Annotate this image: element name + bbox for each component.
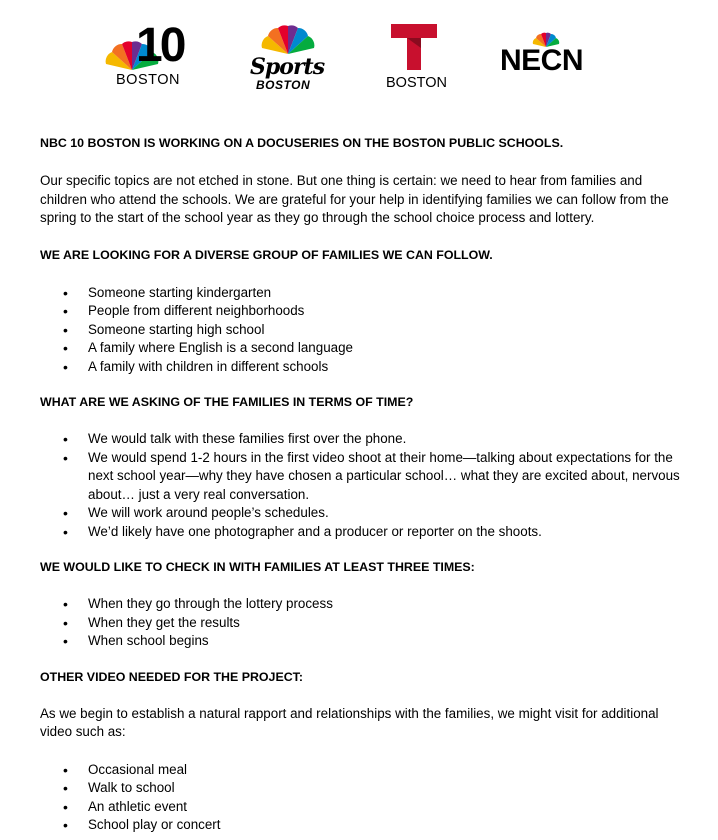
list-item: • Someone starting kindergarten xyxy=(40,284,680,303)
other-video-paragraph: As we begin to establish a natural rapport and relationships with the families, we might visit for additional video such as: xyxy=(40,705,659,739)
list-item: • We’d likely have one photographer and a producer or reporter on the shoots. xyxy=(40,523,680,542)
list-item: • A family where English is a second language xyxy=(40,339,680,358)
necn-logo xyxy=(500,20,592,100)
logo-row xyxy=(0,20,718,100)
list-item: • When school begins xyxy=(40,632,680,651)
other-video-list xyxy=(40,761,680,835)
intro-paragraph: Our specific topics are not etched in stone. But one thing is certain: we need to hear from families and children who attend the schools. We are grateful for your help in identifying families we can follow from the spring to the start of the school year as they go through the school choice process and lottery. xyxy=(40,173,669,225)
list-item: • When they get the results xyxy=(40,614,680,633)
document-title: NBC 10 BOSTON IS WORKING ON A DOCUSERIES ON THE BOSTON PUBLIC SCHOOLS. xyxy=(40,136,564,150)
list-item: • Occasional meal xyxy=(40,761,680,780)
sports-script-text: Sports xyxy=(250,54,325,80)
list-item: • Walk to school xyxy=(40,779,680,798)
list-item: • People from different neighborhoods xyxy=(40,302,680,321)
section-heading-time: WHAT ARE WE ASKING OF THE FAMILIES IN TERMS OF TIME? xyxy=(40,395,414,409)
time-list xyxy=(40,430,680,541)
sports-boston-text: BOSTON xyxy=(256,78,311,92)
telemundo-boston-text: BOSTON xyxy=(386,75,447,91)
list-item: • When they go through the lottery process xyxy=(40,595,680,614)
telemundo-boston-logo xyxy=(384,20,448,100)
families-list xyxy=(40,284,680,377)
list-item: • School play or concert xyxy=(40,816,680,835)
checkins-list xyxy=(40,595,680,651)
section-heading-other-video: OTHER VIDEO NEEDED FOR THE PROJECT: xyxy=(40,669,303,684)
list-item: • A family with children in different schools xyxy=(40,358,680,377)
telemundo-t-icon xyxy=(391,24,437,70)
list-item: • We would spend 1-2 hours in the first video shoot at their home—talking about expectations for the next school year—why they have chosen a particular school… what they are excited about, nervous about… just a very real conversation. xyxy=(40,449,680,505)
nbc-sports-boston-logo xyxy=(248,20,328,100)
list-item: • We would talk with these families first over the phone. xyxy=(40,430,680,449)
nbc-sports-peacock-icon xyxy=(260,22,316,58)
section-heading-checkins: WE WOULD LIKE TO CHECK IN WITH FAMILIES AT LEAST THREE TIMES: xyxy=(40,560,475,574)
nbc10-boston-logo xyxy=(104,20,208,100)
list-item: • An athletic event xyxy=(40,798,680,817)
section-heading-families: WE ARE LOOKING FOR A DIVERSE GROUP OF FAMILIES WE CAN FOLLOW. xyxy=(40,247,493,262)
nbc10-number: 10 xyxy=(136,19,184,72)
list-item: • Someone starting high school xyxy=(40,321,680,340)
nbc10-boston-text: BOSTON xyxy=(116,72,180,88)
document-body xyxy=(40,134,680,835)
necn-text: NECN xyxy=(500,44,584,77)
list-item: • We will work around people’s schedules. xyxy=(40,504,680,523)
